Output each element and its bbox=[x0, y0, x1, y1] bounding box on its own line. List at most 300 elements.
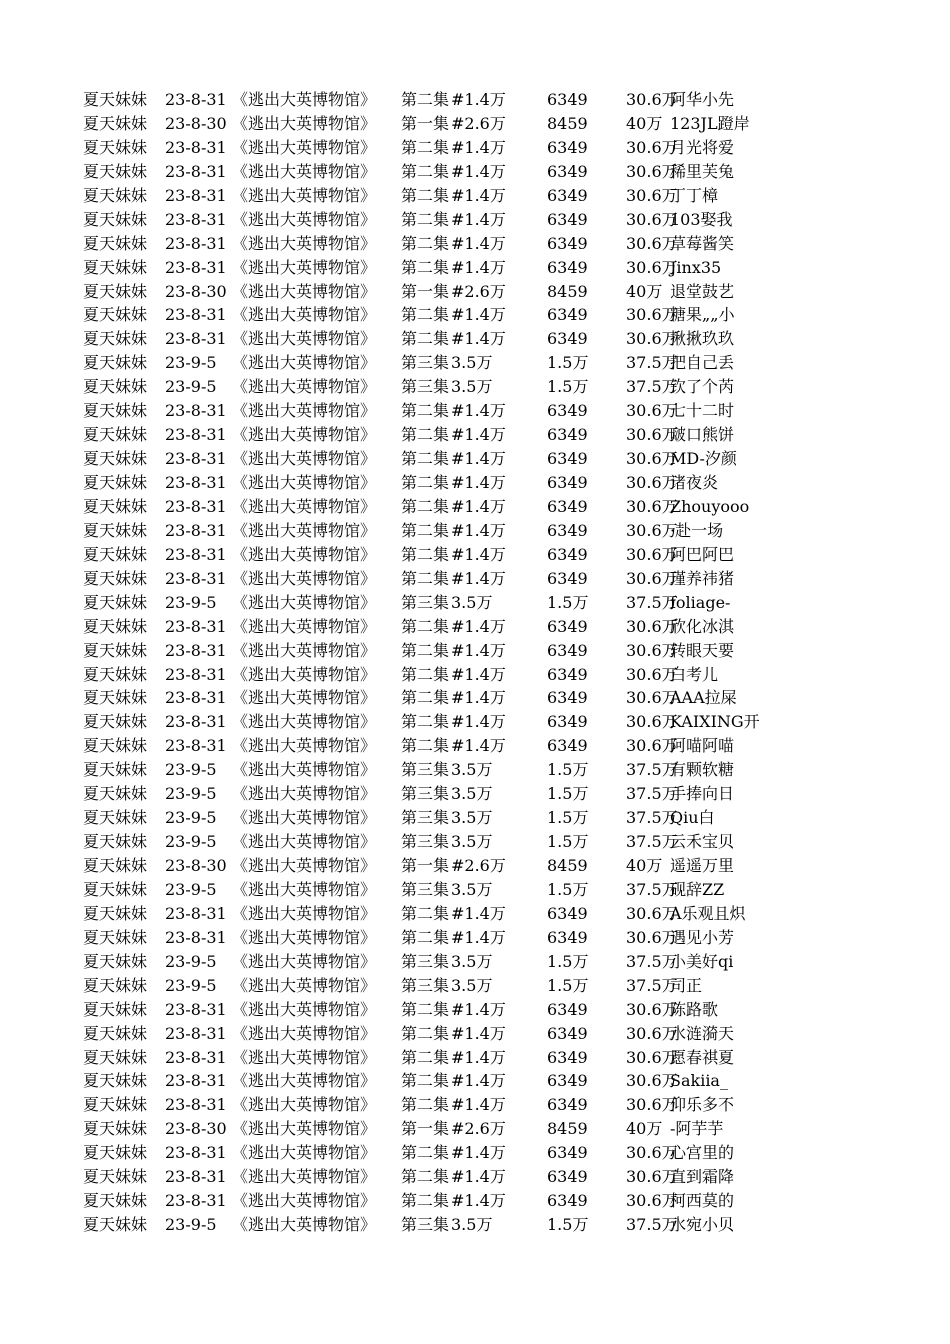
cell-date: 23-8-31 bbox=[165, 305, 227, 325]
cell-count-b: 1.5万 bbox=[547, 951, 589, 971]
cell-count-b: 8459 bbox=[547, 113, 588, 133]
cell-count-b: 1.5万 bbox=[547, 377, 589, 397]
cell-title: 《逃出大英博物馆》 bbox=[232, 1191, 377, 1211]
cell-episode: 第二集 bbox=[401, 999, 450, 1019]
table-row bbox=[83, 686, 763, 710]
cell-count-a: 3.5万 bbox=[451, 879, 493, 899]
cell-date: 23-8-31 bbox=[165, 664, 227, 684]
cell-title: 《逃出大英博物馆》 bbox=[232, 257, 377, 277]
cell-date: 23-8-31 bbox=[165, 1191, 227, 1211]
table-row bbox=[83, 926, 763, 950]
cell-title: 《逃出大英博物馆》 bbox=[232, 113, 377, 133]
cell-count-c: 40万 bbox=[626, 1119, 663, 1139]
cell-name: 夏天妹妹 bbox=[83, 1215, 148, 1235]
cell-episode: 第二集 bbox=[401, 1023, 450, 1043]
cell-count-a: #1.4万 bbox=[451, 1191, 506, 1211]
cell-name: 夏天妹妹 bbox=[83, 449, 148, 469]
cell-count-b: 6349 bbox=[547, 688, 588, 708]
cell-count-c: 37.5万 bbox=[626, 879, 678, 899]
cell-date: 23-8-31 bbox=[165, 712, 227, 732]
cell-name: 夏天妹妹 bbox=[83, 1143, 148, 1163]
cell-count-a: #1.4万 bbox=[451, 401, 506, 421]
cell-count-b: 6349 bbox=[547, 903, 588, 923]
cell-username: 阿巴阿巴 bbox=[670, 544, 735, 564]
cell-name: 夏天妹妹 bbox=[83, 520, 148, 540]
table-row bbox=[83, 256, 763, 280]
cell-episode: 第二集 bbox=[401, 640, 450, 660]
table-row bbox=[83, 519, 763, 543]
cell-title: 《逃出大英博物馆》 bbox=[232, 353, 377, 373]
cell-episode: 第二集 bbox=[401, 1095, 450, 1115]
cell-episode: 第二集 bbox=[401, 137, 450, 157]
cell-count-a: 3.5万 bbox=[451, 760, 493, 780]
cell-count-c: 40万 bbox=[626, 281, 663, 301]
cell-count-c: 30.6万 bbox=[626, 1071, 678, 1091]
cell-count-c: 30.6万 bbox=[626, 1167, 678, 1187]
cell-username: Zhouyooo bbox=[670, 496, 750, 516]
cell-count-a: #1.4万 bbox=[451, 449, 506, 469]
cell-episode: 第二集 bbox=[401, 1143, 450, 1163]
cell-name: 夏天妹妹 bbox=[83, 473, 148, 492]
table-row bbox=[83, 854, 763, 878]
cell-count-b: 1.5万 bbox=[547, 975, 589, 995]
cell-episode: 第三集 bbox=[401, 760, 450, 780]
cell-count-c: 37.5万 bbox=[626, 592, 678, 612]
cell-episode: 第三集 bbox=[401, 975, 450, 995]
table-row bbox=[83, 232, 763, 256]
cell-episode: 第三集 bbox=[401, 353, 450, 373]
cell-username: 云禾宝贝 bbox=[670, 832, 735, 852]
cell-count-a: 3.5万 bbox=[451, 592, 493, 612]
cell-count-a: #1.4万 bbox=[451, 257, 506, 277]
cell-count-a: 3.5万 bbox=[451, 353, 493, 373]
cell-count-a: #2.6万 bbox=[451, 281, 506, 301]
cell-count-a: #1.4万 bbox=[451, 688, 506, 708]
cell-date: 23-8-31 bbox=[165, 209, 227, 229]
cell-date: 23-8-31 bbox=[165, 568, 227, 588]
cell-username: AAA拉屎 bbox=[670, 688, 737, 708]
cell-count-a: 3.5万 bbox=[451, 808, 493, 828]
cell-count-a: #1.4万 bbox=[451, 568, 506, 588]
cell-date: 23-8-31 bbox=[165, 401, 227, 421]
cell-date: 23-8-31 bbox=[165, 1071, 227, 1091]
cell-count-c: 30.6万 bbox=[626, 1023, 678, 1043]
cell-count-b: 6349 bbox=[547, 401, 588, 421]
cell-name: 夏天妹妹 bbox=[83, 1023, 148, 1043]
cell-name: 夏天妹妹 bbox=[83, 233, 148, 253]
cell-username: 揪揪玖玖 bbox=[670, 329, 735, 349]
cell-name: 夏天妹妹 bbox=[83, 879, 148, 899]
cell-username: 水宛小贝 bbox=[670, 1215, 735, 1235]
cell-title: 《逃出大英博物馆》 bbox=[232, 401, 377, 421]
cell-date: 23-9-5 bbox=[165, 975, 217, 995]
cell-count-b: 6349 bbox=[547, 90, 588, 109]
cell-count-b: 6349 bbox=[547, 616, 588, 636]
cell-title: 《逃出大英博物馆》 bbox=[232, 568, 377, 588]
cell-episode: 第二集 bbox=[401, 90, 450, 109]
cell-date: 23-8-31 bbox=[165, 425, 227, 445]
cell-title: 《逃出大英博物馆》 bbox=[232, 1119, 377, 1139]
cell-episode: 第一集 bbox=[401, 281, 450, 301]
cell-count-b: 6349 bbox=[547, 233, 588, 253]
cell-count-b: 1.5万 bbox=[547, 879, 589, 899]
cell-count-a: 3.5万 bbox=[451, 784, 493, 804]
cell-episode: 第二集 bbox=[401, 401, 450, 421]
cell-count-c: 30.6万 bbox=[626, 999, 678, 1019]
cell-username: 七十二时 bbox=[670, 401, 735, 421]
table-row bbox=[83, 1213, 763, 1237]
cell-username: 遥遥万里 bbox=[670, 856, 735, 875]
cell-count-a: #1.4万 bbox=[451, 425, 506, 445]
cell-count-b: 1.5万 bbox=[547, 592, 589, 612]
cell-count-b: 6349 bbox=[547, 425, 588, 445]
table-row bbox=[83, 1022, 763, 1046]
cell-count-a: #1.4万 bbox=[451, 640, 506, 660]
table-row bbox=[83, 543, 763, 567]
cell-date: 23-8-31 bbox=[165, 233, 227, 253]
cell-count-a: #1.4万 bbox=[451, 209, 506, 229]
cell-username: 草莓酱笑 bbox=[670, 233, 735, 253]
cell-username: 123JL蹬岸 bbox=[670, 113, 750, 133]
cell-episode: 第一集 bbox=[401, 113, 450, 133]
cell-count-a: #1.4万 bbox=[451, 496, 506, 516]
cell-count-a: #1.4万 bbox=[451, 90, 506, 109]
cell-count-c: 30.6万 bbox=[626, 903, 678, 923]
cell-count-a: #1.4万 bbox=[451, 712, 506, 732]
cell-name: 夏天妹妹 bbox=[83, 1095, 148, 1115]
cell-date: 23-9-5 bbox=[165, 592, 217, 612]
cell-episode: 第二集 bbox=[401, 257, 450, 277]
table-row bbox=[83, 591, 763, 615]
cell-name: 夏天妹妹 bbox=[83, 90, 148, 109]
cell-username: -阿芋芋 bbox=[670, 1119, 724, 1139]
cell-count-b: 6349 bbox=[547, 329, 588, 349]
cell-date: 23-8-31 bbox=[165, 137, 227, 157]
cell-count-a: 3.5万 bbox=[451, 951, 493, 971]
table-row bbox=[83, 208, 763, 232]
cell-count-a: #1.4万 bbox=[451, 520, 506, 540]
cell-count-c: 30.6万 bbox=[626, 161, 678, 181]
table-row bbox=[83, 974, 763, 998]
cell-date: 23-9-5 bbox=[165, 832, 217, 852]
cell-title: 《逃出大英博物馆》 bbox=[232, 185, 377, 205]
cell-title: 《逃出大英博物馆》 bbox=[232, 1143, 377, 1163]
cell-date: 23-9-5 bbox=[165, 879, 217, 899]
cell-title: 《逃出大英博物馆》 bbox=[232, 664, 377, 684]
cell-date: 23-8-31 bbox=[165, 736, 227, 756]
cell-name: 夏天妹妹 bbox=[83, 209, 148, 229]
cell-count-b: 6349 bbox=[547, 640, 588, 660]
cell-username: 退堂鼓艺 bbox=[670, 281, 735, 301]
cell-username: Qiu白 bbox=[670, 808, 715, 828]
cell-date: 23-8-30 bbox=[165, 1119, 227, 1139]
table-row bbox=[83, 399, 763, 423]
cell-count-a: #1.4万 bbox=[451, 137, 506, 157]
cell-episode: 第二集 bbox=[401, 903, 450, 923]
cell-episode: 第二集 bbox=[401, 736, 450, 756]
cell-name: 夏天妹妹 bbox=[83, 257, 148, 277]
cell-count-c: 30.6万 bbox=[626, 90, 678, 109]
cell-count-a: #1.4万 bbox=[451, 329, 506, 349]
cell-username: Jinx35 bbox=[670, 257, 722, 277]
table-row bbox=[83, 950, 763, 974]
cell-name: 夏天妹妹 bbox=[83, 592, 148, 612]
cell-count-b: 6349 bbox=[547, 712, 588, 732]
cell-episode: 第三集 bbox=[401, 377, 450, 397]
cell-episode: 第三集 bbox=[401, 879, 450, 899]
cell-count-b: 6349 bbox=[547, 1095, 588, 1115]
cell-name: 夏天妹妹 bbox=[83, 903, 148, 923]
cell-title: 《逃出大英博物馆》 bbox=[232, 736, 377, 756]
table-row bbox=[83, 878, 763, 902]
cell-date: 23-8-31 bbox=[165, 616, 227, 636]
cell-count-c: 30.6万 bbox=[626, 1143, 678, 1163]
cell-count-a: #1.4万 bbox=[451, 903, 506, 923]
cell-count-a: #1.4万 bbox=[451, 1095, 506, 1115]
table-row bbox=[83, 1141, 763, 1165]
cell-username: 司正 bbox=[670, 975, 703, 995]
cell-title: 《逃出大英博物馆》 bbox=[232, 784, 377, 804]
cell-username: 欣化冰淇 bbox=[670, 616, 735, 636]
cell-username: 白考儿 bbox=[670, 664, 719, 684]
cell-count-b: 6349 bbox=[547, 185, 588, 205]
table-row bbox=[83, 327, 763, 351]
table-row bbox=[83, 639, 763, 663]
cell-date: 23-8-31 bbox=[165, 1095, 227, 1115]
cell-count-c: 30.6万 bbox=[626, 305, 678, 325]
cell-episode: 第二集 bbox=[401, 209, 450, 229]
cell-count-c: 30.6万 bbox=[626, 1047, 678, 1067]
cell-name: 夏天妹妹 bbox=[83, 664, 148, 684]
cell-name: 夏天妹妹 bbox=[83, 377, 148, 397]
cell-count-b: 6349 bbox=[547, 209, 588, 229]
cell-name: 夏天妹妹 bbox=[83, 712, 148, 732]
cell-date: 23-8-31 bbox=[165, 496, 227, 516]
cell-username: MD-汐颜 bbox=[670, 449, 737, 469]
cell-count-c: 30.6万 bbox=[626, 712, 678, 732]
cell-date: 23-8-31 bbox=[165, 473, 227, 492]
cell-date: 23-8-31 bbox=[165, 161, 227, 181]
cell-name: 夏天妹妹 bbox=[83, 1191, 148, 1211]
cell-date: 23-9-5 bbox=[165, 784, 217, 804]
cell-episode: 第二集 bbox=[401, 1191, 450, 1211]
cell-count-b: 8459 bbox=[547, 1119, 588, 1139]
cell-date: 23-8-31 bbox=[165, 544, 227, 564]
cell-episode: 第二集 bbox=[401, 496, 450, 516]
cell-name: 夏天妹妹 bbox=[83, 544, 148, 564]
cell-count-c: 30.6万 bbox=[626, 209, 678, 229]
cell-count-c: 37.5万 bbox=[626, 1215, 678, 1235]
table-row bbox=[83, 1117, 763, 1141]
cell-count-b: 6349 bbox=[547, 1071, 588, 1091]
cell-count-c: 37.5万 bbox=[626, 832, 678, 852]
spreadsheet-table bbox=[83, 88, 763, 1237]
cell-episode: 第二集 bbox=[401, 329, 450, 349]
cell-episode: 第一集 bbox=[401, 856, 450, 875]
cell-episode: 第二集 bbox=[401, 520, 450, 540]
table-row bbox=[83, 280, 763, 304]
table-row bbox=[83, 184, 763, 208]
cell-title: 《逃出大英博物馆》 bbox=[232, 544, 377, 564]
cell-episode: 第三集 bbox=[401, 832, 450, 852]
cell-count-b: 6349 bbox=[547, 305, 588, 325]
cell-count-c: 30.6万 bbox=[626, 401, 678, 421]
table-row bbox=[83, 1165, 763, 1189]
cell-username: 仰乐多不 bbox=[670, 1095, 735, 1115]
cell-username: 诸夜炎 bbox=[670, 473, 719, 492]
cell-title: 《逃出大英博物馆》 bbox=[232, 879, 377, 899]
table-row bbox=[83, 1046, 763, 1070]
cell-episode: 第一集 bbox=[401, 1119, 450, 1139]
cell-count-a: #1.4万 bbox=[451, 473, 506, 492]
cell-username: 手捧向日 bbox=[670, 784, 735, 804]
cell-episode: 第二集 bbox=[401, 185, 450, 205]
cell-date: 23-8-31 bbox=[165, 329, 227, 349]
cell-episode: 第二集 bbox=[401, 568, 450, 588]
cell-count-a: #1.4万 bbox=[451, 616, 506, 636]
table-row bbox=[83, 471, 763, 495]
cell-count-c: 30.6万 bbox=[626, 664, 678, 684]
cell-count-c: 30.6万 bbox=[626, 425, 678, 445]
cell-username: 把自己丢 bbox=[670, 353, 735, 373]
cell-title: 《逃出大英博物馆》 bbox=[232, 473, 377, 492]
table-row bbox=[83, 758, 763, 782]
cell-date: 23-8-31 bbox=[165, 640, 227, 660]
cell-count-a: 3.5万 bbox=[451, 975, 493, 995]
cell-title: 《逃出大英博物馆》 bbox=[232, 592, 377, 612]
cell-count-a: 3.5万 bbox=[451, 832, 493, 852]
cell-date: 23-8-30 bbox=[165, 281, 227, 301]
table-row bbox=[83, 1069, 763, 1093]
cell-username: A乐观且炽 bbox=[670, 903, 746, 923]
cell-username: 遇见小芳 bbox=[670, 927, 735, 947]
cell-count-a: #1.4万 bbox=[451, 1143, 506, 1163]
table-row bbox=[83, 447, 763, 471]
cell-count-c: 37.5万 bbox=[626, 808, 678, 828]
cell-title: 《逃出大英博物馆》 bbox=[232, 520, 377, 540]
cell-episode: 第二集 bbox=[401, 473, 450, 492]
cell-date: 23-8-31 bbox=[165, 449, 227, 469]
cell-count-a: #1.4万 bbox=[451, 185, 506, 205]
cell-count-a: #1.4万 bbox=[451, 1023, 506, 1043]
cell-count-c: 37.5万 bbox=[626, 951, 678, 971]
table-row bbox=[83, 663, 763, 687]
cell-count-b: 6349 bbox=[547, 496, 588, 516]
cell-username: 丁丁樟 bbox=[670, 185, 719, 205]
cell-name: 夏天妹妹 bbox=[83, 832, 148, 852]
cell-count-c: 30.6万 bbox=[626, 496, 678, 516]
cell-episode: 第二集 bbox=[401, 664, 450, 684]
cell-episode: 第二集 bbox=[401, 1047, 450, 1067]
cell-episode: 第三集 bbox=[401, 592, 450, 612]
cell-count-b: 6349 bbox=[547, 568, 588, 588]
cell-title: 《逃出大英博物馆》 bbox=[232, 1167, 377, 1187]
table-row bbox=[83, 710, 763, 734]
cell-username: 有颗软糖 bbox=[670, 760, 735, 780]
cell-title: 《逃出大英博物馆》 bbox=[232, 281, 377, 301]
cell-name: 夏天妹妹 bbox=[83, 784, 148, 804]
cell-count-c: 37.5万 bbox=[626, 975, 678, 995]
cell-name: 夏天妹妹 bbox=[83, 640, 148, 660]
cell-date: 23-9-5 bbox=[165, 760, 217, 780]
cell-count-a: #1.4万 bbox=[451, 927, 506, 947]
cell-username: 砚辞ZZ bbox=[670, 879, 725, 899]
cell-count-b: 6349 bbox=[547, 473, 588, 492]
cell-count-a: #2.6万 bbox=[451, 1119, 506, 1139]
cell-count-c: 30.6万 bbox=[626, 257, 678, 277]
cell-episode: 第二集 bbox=[401, 233, 450, 253]
cell-count-b: 8459 bbox=[547, 281, 588, 301]
cell-username: 转眼天要 bbox=[670, 640, 735, 660]
cell-count-b: 6349 bbox=[547, 736, 588, 756]
cell-name: 夏天妹妹 bbox=[83, 113, 148, 133]
cell-title: 《逃出大英博物馆》 bbox=[232, 999, 377, 1019]
cell-count-c: 37.5万 bbox=[626, 784, 678, 804]
cell-count-b: 6349 bbox=[547, 1023, 588, 1043]
cell-name: 夏天妹妹 bbox=[83, 401, 148, 421]
cell-date: 23-8-31 bbox=[165, 1167, 227, 1187]
cell-name: 夏天妹妹 bbox=[83, 856, 148, 875]
cell-title: 《逃出大英博物馆》 bbox=[232, 616, 377, 636]
cell-episode: 第二集 bbox=[401, 544, 450, 564]
cell-episode: 第三集 bbox=[401, 951, 450, 971]
cell-episode: 第二集 bbox=[401, 688, 450, 708]
cell-count-c: 30.6万 bbox=[626, 616, 678, 636]
cell-title: 《逃出大英博物馆》 bbox=[232, 90, 377, 109]
cell-name: 夏天妹妹 bbox=[83, 927, 148, 947]
cell-title: 《逃出大英博物馆》 bbox=[232, 1023, 377, 1043]
cell-count-a: #1.4万 bbox=[451, 233, 506, 253]
table-row bbox=[83, 303, 763, 327]
cell-name: 夏天妹妹 bbox=[83, 616, 148, 636]
cell-username: 直到霜降 bbox=[670, 1167, 735, 1187]
table-row bbox=[83, 495, 763, 519]
cell-count-a: #1.4万 bbox=[451, 736, 506, 756]
cell-date: 23-9-5 bbox=[165, 353, 217, 373]
cell-username: 愿春祺夏 bbox=[670, 1047, 735, 1067]
cell-date: 23-8-31 bbox=[165, 257, 227, 277]
cell-count-b: 1.5万 bbox=[547, 808, 589, 828]
cell-username: ·赴一场 bbox=[670, 520, 724, 540]
cell-count-c: 30.6万 bbox=[626, 1191, 678, 1211]
cell-name: 夏天妹妹 bbox=[83, 975, 148, 995]
cell-title: 《逃出大英博物馆》 bbox=[232, 1047, 377, 1067]
cell-count-c: 30.6万 bbox=[626, 233, 678, 253]
cell-name: 夏天妹妹 bbox=[83, 760, 148, 780]
cell-username: 陈路歌 bbox=[670, 999, 719, 1019]
cell-title: 《逃出大英博物馆》 bbox=[232, 496, 377, 516]
cell-title: 《逃出大英博物馆》 bbox=[232, 305, 377, 325]
table-row bbox=[83, 160, 763, 184]
cell-count-c: 30.6万 bbox=[626, 520, 678, 540]
cell-name: 夏天妹妹 bbox=[83, 185, 148, 205]
cell-username: 阿喵阿喵 bbox=[670, 736, 735, 756]
cell-title: 《逃出大英博物馆》 bbox=[232, 1095, 377, 1115]
cell-count-c: 30.6万 bbox=[626, 568, 678, 588]
cell-count-a: #1.4万 bbox=[451, 664, 506, 684]
cell-count-a: #2.6万 bbox=[451, 113, 506, 133]
table-row bbox=[83, 351, 763, 375]
cell-username: 柯西莫的 bbox=[670, 1191, 735, 1211]
cell-count-b: 6349 bbox=[547, 664, 588, 684]
cell-count-b: 1.5万 bbox=[547, 784, 589, 804]
cell-name: 夏天妹妹 bbox=[83, 1047, 148, 1067]
cell-username: foliage- bbox=[670, 592, 731, 612]
cell-count-b: 6349 bbox=[547, 257, 588, 277]
table-row bbox=[83, 806, 763, 830]
cell-name: 夏天妹妹 bbox=[83, 736, 148, 756]
cell-name: 夏天妹妹 bbox=[83, 329, 148, 349]
